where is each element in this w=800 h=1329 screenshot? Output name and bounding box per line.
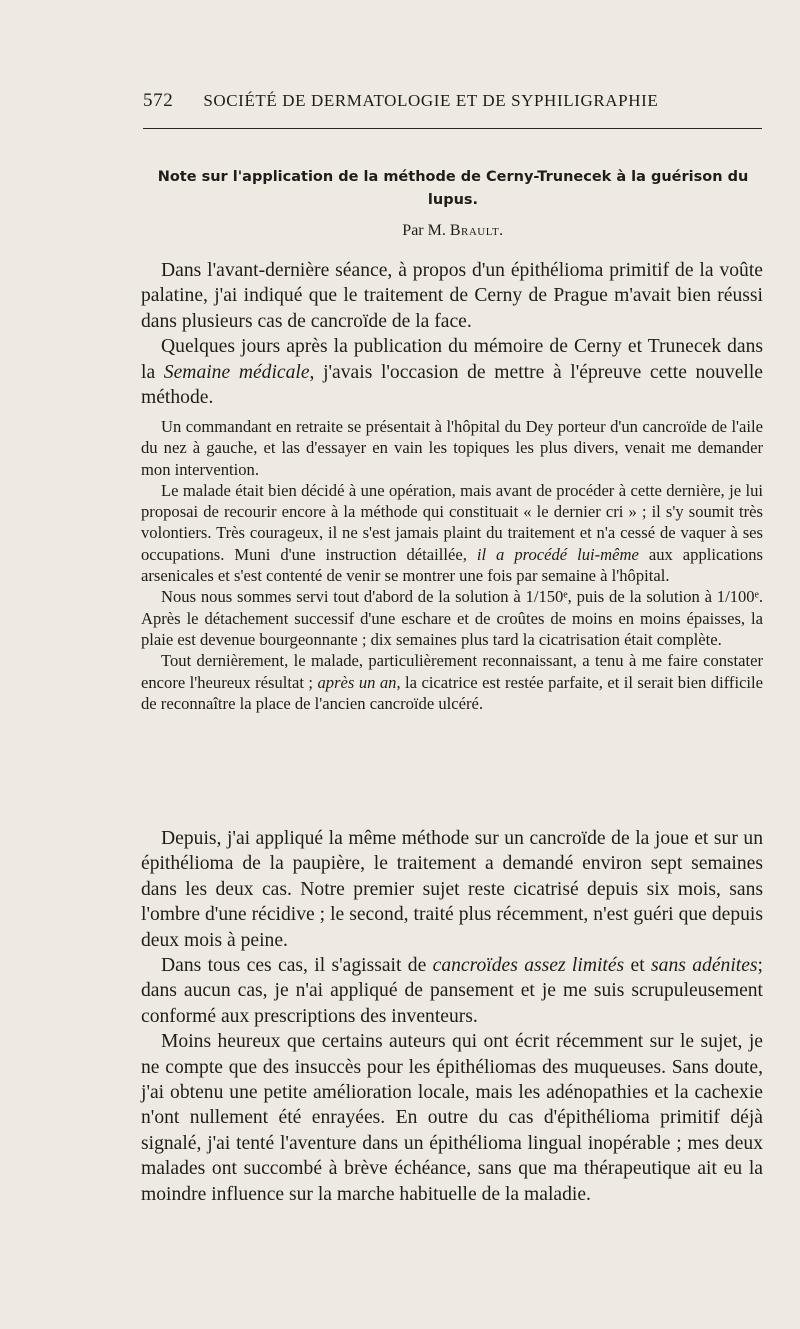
paragraph-5: Nous nous sommes servi tout d'abord de la solution à 1/150ᵉ, puis de la solution à 1/100ᵉ. Après le détachement successif d'une eschare et de croûtes de moins en moins épaisses, la plaie est devenue bourgeonnante ; dix semaines plus tard la cicatrisation était complète. xyxy=(141,587,763,649)
running-title: SOCIÉTÉ DE DERMATOLOGIE ET DE SYPHILIGRAPHIE xyxy=(203,91,659,110)
article-byline xyxy=(143,222,763,240)
paragraph-6-italic: après un an xyxy=(317,672,397,692)
page-number: 572 xyxy=(143,90,174,111)
paragraph-2-text-a: Quelques jours après la publication du mémoire de Cerny et Trunecek dans la xyxy=(141,336,763,383)
paragraph-4-italic: il a procédé lui-même xyxy=(476,544,639,564)
paragraph-8-italic-a: cancroïdes assez limités xyxy=(432,955,625,977)
paragraph-6-text-b: , la cicatrice est restée parfaite, et il serait bien difficile de reconnaître la place de l'ancien cancroïde ulcéré. xyxy=(141,672,764,713)
conclusion-text xyxy=(141,826,763,1207)
paragraph-8-italic-b: sans adénites xyxy=(651,955,758,977)
paragraph-3: Un commandant en retraite se présentait à l'hôpital du Dey porteur d'un cancroïde de l'aile du nez à gauche, et las d'essayer en vain les topiques les plus divers, venait me demander mon intervention. xyxy=(141,417,763,479)
intro-text xyxy=(141,258,763,410)
paragraph-4-text-a: Le malade était bien décidé à une opération, mais avant de procéder à cette dernière, je lui proposai de recourir encore à la méthode qui constituait « le dernier cri » ; il s'y soumit très volontiers. Très courageux, il ne s'est jamais plaint du traitement et n'a cessé de vaquer à ses occupations. Muni d'une instruction détaillée, xyxy=(141,480,763,564)
paragraph-6-text-a: Tout dernièrement, le malade, particulièrement reconnaissant, a tenu à me faire constater encore l'heureux résultat ; xyxy=(141,651,763,692)
paragraph-2-italic: Semaine médicale xyxy=(163,361,310,383)
running-header xyxy=(143,90,763,112)
paragraph-1: Dans l'avant-dernière séance, à propos d'un épithélioma primitif de la voûte palatine, j'ai indiqué que le traitement de Cerny de Prague m'avait bien réussi dans plusieurs cas de cancroïde de la face. xyxy=(141,260,763,332)
paragraph-8-text-b: et xyxy=(630,955,645,977)
author-name: Brault. xyxy=(449,222,504,239)
paragraph-2-text-b: , j'avais l'occasion de mettre à l'épreuve cette nouvelle méthode. xyxy=(141,361,764,409)
paragraph-4-text-b: aux applications arsenicales et s'est contenté de venir se montrer une fois par semaine à l'hôpital. xyxy=(141,544,763,586)
paragraph-4 xyxy=(141,480,763,586)
paragraph-8-text-c: ; dans aucun cas, je n'ai appliqué de pansement et je me suis scrupuleusement conformé aux prescriptions des inventeurs. xyxy=(141,955,763,1027)
paragraph-9: Moins heureux que certains auteurs qui ont écrit récemment sur le sujet, je ne compte que des insuccès pour les épithéliomas des muqueuses. Sans doute, j'ai obtenu une petite amélioration locale, mais les adénopathies et la cachexie n'ont nullement été enrayées. En outre du cas d'épithélioma primitif déjà signalé, j'ai tenté l'aventure dans un épithélioma lingual inopérable ; mes deux malades ont succombé à brève échéance, sans que ma thérapeutique ait eu la moindre influence sur la marche habituelle de la maladie. xyxy=(141,1031,763,1205)
paragraph-8-text-a: Dans tous ces cas, il s'agissait de xyxy=(161,955,427,977)
paragraph-7: Depuis, j'ai appliqué la même méthode sur un cancroïde de la joue et sur un épithélioma de la paupière, le traitement a demandé environ sept semaines dans les deux cas. Notre premier sujet reste cicatrisé depuis six mois, sans l'ombre d'une récidive ; le second, traité plus récemment, n'est guéri que depuis deux mois à peine. xyxy=(141,828,763,951)
paragraph-8 xyxy=(141,953,763,1029)
paragraph-6 xyxy=(141,650,763,714)
article-title: Note sur l'application de la méthode de Cerny-Trunecek à la guérison du lupus. xyxy=(157,169,749,208)
byline-prefix: Par M. xyxy=(402,222,446,239)
case-report-text xyxy=(141,416,763,714)
paragraph-2 xyxy=(141,334,763,410)
header-rule xyxy=(143,128,762,129)
